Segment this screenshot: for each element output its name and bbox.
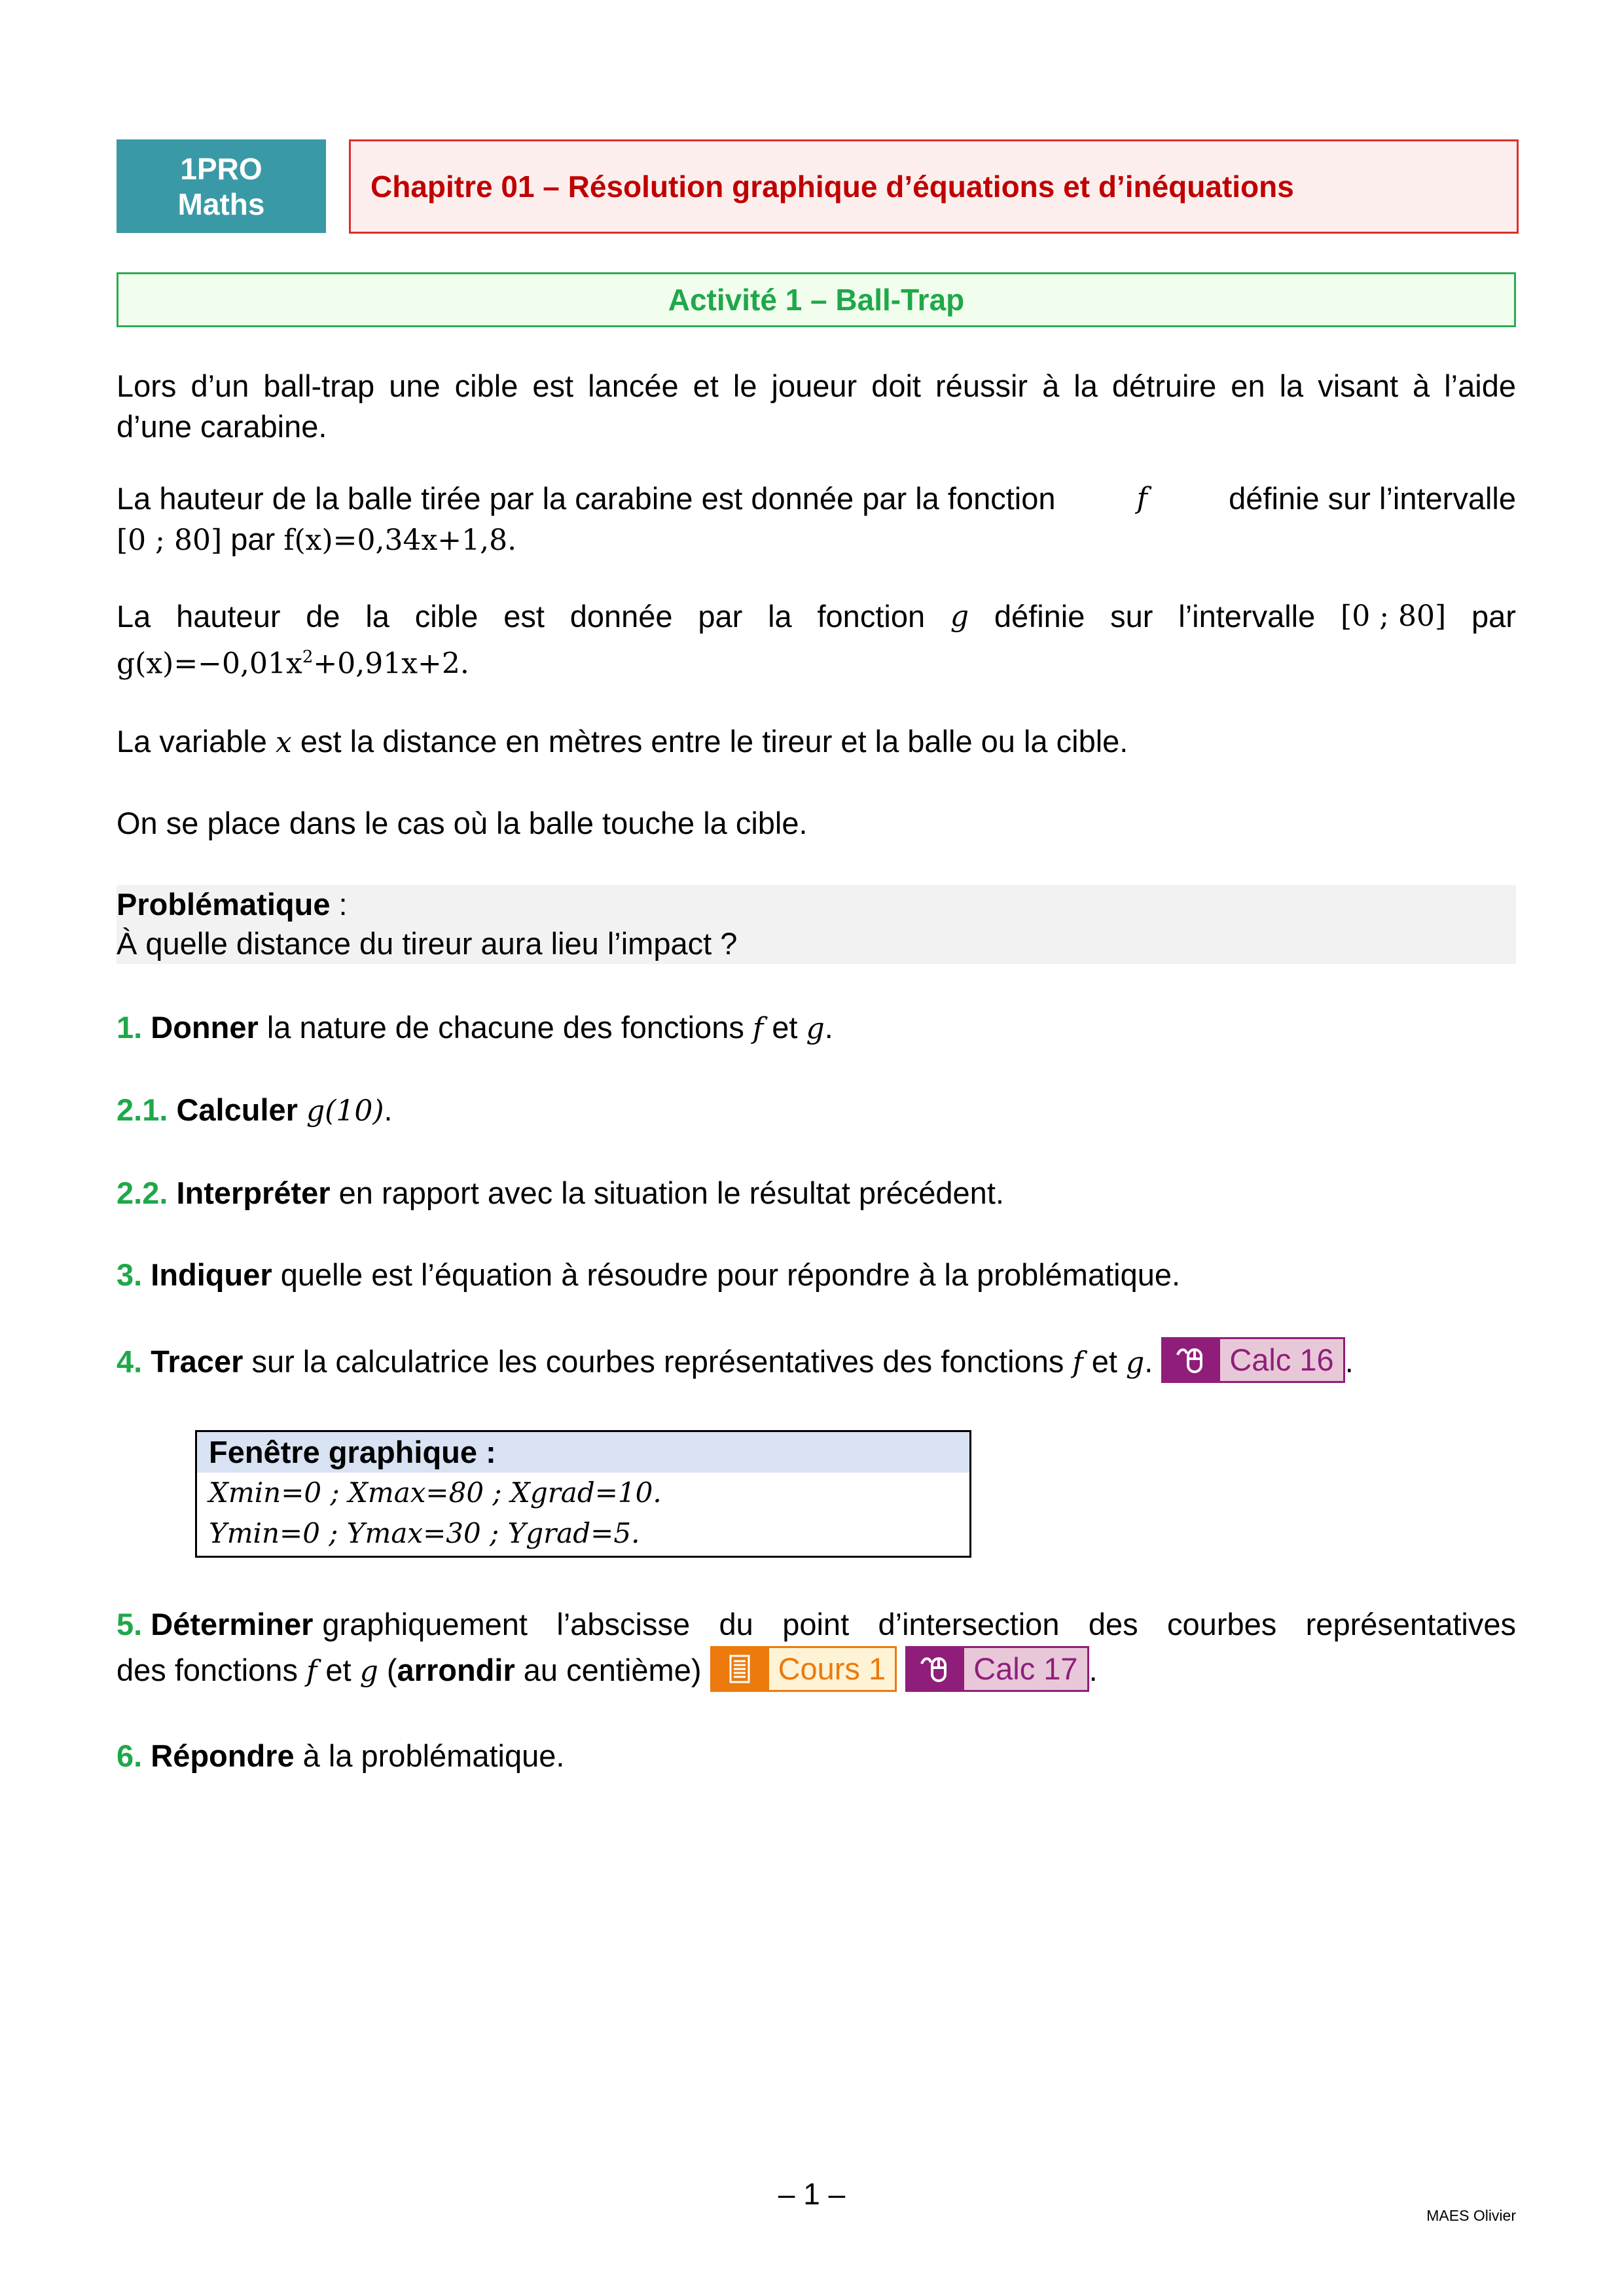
graph-window-y [197, 1513, 969, 1554]
page-number: – 1 – [778, 2177, 846, 2211]
math-g: g [1126, 1346, 1145, 1380]
question-text: en rapport avec la situation le résultat précédent. [330, 1175, 1004, 1210]
math-g10: g(10) [306, 1094, 384, 1128]
p3-word: la [768, 599, 792, 634]
question-text: quelle est l’équation à résoudre pour répondre à la problématique. [272, 1257, 1181, 1292]
question-end: . [1144, 1344, 1153, 1379]
graph-window-box [195, 1430, 971, 1558]
question-6 [117, 1736, 1516, 1776]
author: MAES Olivier [1426, 2207, 1516, 2224]
p3-word: hauteur [176, 599, 281, 634]
p3-word: l’intervalle [1178, 599, 1316, 634]
calc-17-label: Calc 17 [964, 1646, 1089, 1692]
question-paren: ( [378, 1653, 397, 1687]
question-text-line1: graphiquement l’abscisse du point d’intersection des courbes représentatives [322, 1607, 1516, 1641]
p2-text-a: La hauteur de la balle tirée par la carabine est donnée par la fonction [117, 481, 1056, 516]
graph-window-x-text: Xmin=0 ; Xmax=80 ; Xgrad=10. [209, 1477, 662, 1509]
graph-window-x [197, 1473, 969, 1513]
question-verb: Tracer [151, 1344, 244, 1379]
intro-paragraph-5: On se place dans le cas où la balle touche la cible. [117, 806, 808, 840]
math-g: g [806, 1012, 825, 1045]
level-line2: Maths [177, 187, 265, 221]
question-verb: Calculer [176, 1092, 298, 1127]
question-5 [117, 1602, 1516, 1696]
chapter-title-box [349, 139, 1519, 234]
question-text: à la problématique. [294, 1738, 565, 1773]
question-text-line2a: des fonctions [117, 1653, 307, 1687]
graph-window-title: Fenêtre graphique : [197, 1432, 969, 1473]
p3-word: La [117, 599, 151, 634]
math-f: f [752, 1012, 764, 1045]
intro-paragraph-1 [117, 366, 1516, 447]
calc-16-label: Calc 16 [1220, 1337, 1344, 1383]
question-end: . [384, 1092, 393, 1127]
math-f: f [306, 1655, 317, 1688]
question-et: et [763, 1010, 806, 1045]
problem-question: À quelle distance du tireur aura lieu l’impact ? [117, 926, 738, 961]
intro-p1-line2: d’une carabine. [117, 409, 327, 444]
question-bold: arrondir [397, 1653, 515, 1687]
p3-formula-b: +0,91x+2. [313, 647, 469, 681]
question-verb: Répondre [151, 1738, 295, 1773]
question-number: 3. [117, 1257, 143, 1292]
p4-x: x [276, 726, 292, 759]
p3-word: par [698, 599, 743, 634]
p3-word: est [503, 599, 545, 634]
p3-word: cible [414, 599, 478, 634]
question-after: . [1089, 1653, 1098, 1687]
document-icon [710, 1646, 769, 1692]
cours-1-link[interactable] [710, 1646, 897, 1692]
problem-colon: : [330, 887, 348, 922]
question-text-line2b: au centième) [514, 1653, 702, 1687]
question-verb: Indiquer [151, 1257, 272, 1292]
question-3 [117, 1255, 1516, 1295]
question-et: et [1083, 1344, 1127, 1379]
math-g: g [359, 1655, 378, 1688]
question-verb: Interpréter [176, 1175, 331, 1210]
p3-word: définie [994, 599, 1085, 634]
p3-word: la [365, 599, 389, 634]
p2-par: par [230, 522, 276, 556]
cours-1-label: Cours 1 [769, 1646, 897, 1692]
question-et: et [317, 1653, 360, 1687]
question-number: 2.2. [117, 1175, 168, 1210]
p3-word: de [306, 599, 340, 634]
question-2-1 [117, 1090, 1516, 1132]
question-text: sur la calculatrice les courbes représentatives des fonctions [243, 1344, 1073, 1379]
question-after: . [1344, 1344, 1354, 1379]
p2-interval: [0 ; 80] [117, 524, 223, 557]
p3-par: par [1471, 599, 1516, 634]
problem-label: Problématique [117, 887, 331, 922]
p2-formula: f(x)=0,34x+1,8. [283, 524, 517, 557]
p3-formula-exp: 2 [302, 647, 314, 667]
activity-title: Activité 1 – Ball-Trap [668, 283, 965, 317]
level-line1: 1PRO [180, 151, 262, 186]
question-4 [117, 1341, 1516, 1387]
p4-text-a: La variable [117, 724, 267, 759]
p2-text-b: définie sur l’intervalle [1229, 481, 1516, 516]
question-number: 6. [117, 1738, 143, 1773]
p3-interval: [0 ; 80] [1341, 600, 1447, 633]
p3-formula-a: g(x)=−0,01x [117, 647, 302, 681]
question-number: 2.1. [117, 1092, 168, 1127]
p3-word: fonction [817, 599, 926, 634]
question-number: 5. [117, 1607, 143, 1641]
p4-text-b: est la distance en mètres entre le tireur et la balle ou la cible. [300, 724, 1128, 759]
question-2-2 [117, 1173, 1516, 1213]
problem-box [117, 885, 1516, 964]
intro-paragraph-3 [117, 596, 1516, 685]
intro-paragraph-4 [117, 721, 1516, 763]
question-verb: Déterminer [151, 1607, 314, 1641]
level-badge [117, 139, 326, 233]
question-number: 4. [117, 1344, 143, 1379]
question-number: 1. [117, 1010, 143, 1045]
graph-window-y-text: Ymin=0 ; Ymax=30 ; Ygrad=5. [209, 1517, 640, 1549]
mouse-icon [905, 1646, 964, 1692]
intro-paragraph-2 [117, 478, 1516, 561]
p3-word: sur [1110, 599, 1153, 634]
calc-16-link[interactable] [1161, 1337, 1344, 1383]
calc-17-link[interactable] [905, 1646, 1089, 1692]
activity-title-box [117, 272, 1516, 327]
p3-word: donnée [569, 599, 673, 634]
p2-f: f [1136, 482, 1147, 515]
question-end: . [824, 1010, 833, 1045]
question-text: la nature de chacune des fonctions [258, 1010, 753, 1045]
p3-g: g [950, 600, 969, 633]
mouse-icon [1161, 1337, 1220, 1383]
question-1 [117, 1007, 1516, 1049]
chapter-title: Chapitre 01 – Résolution graphique d’équations et d’inéquations [370, 170, 1294, 204]
question-verb: Donner [151, 1010, 259, 1045]
math-f: f [1072, 1346, 1083, 1380]
intro-p1-line1: Lors d’un ball-trap une cible est lancée et le joueur doit réussir à la détruire en la visant à l’aide [117, 368, 1516, 403]
